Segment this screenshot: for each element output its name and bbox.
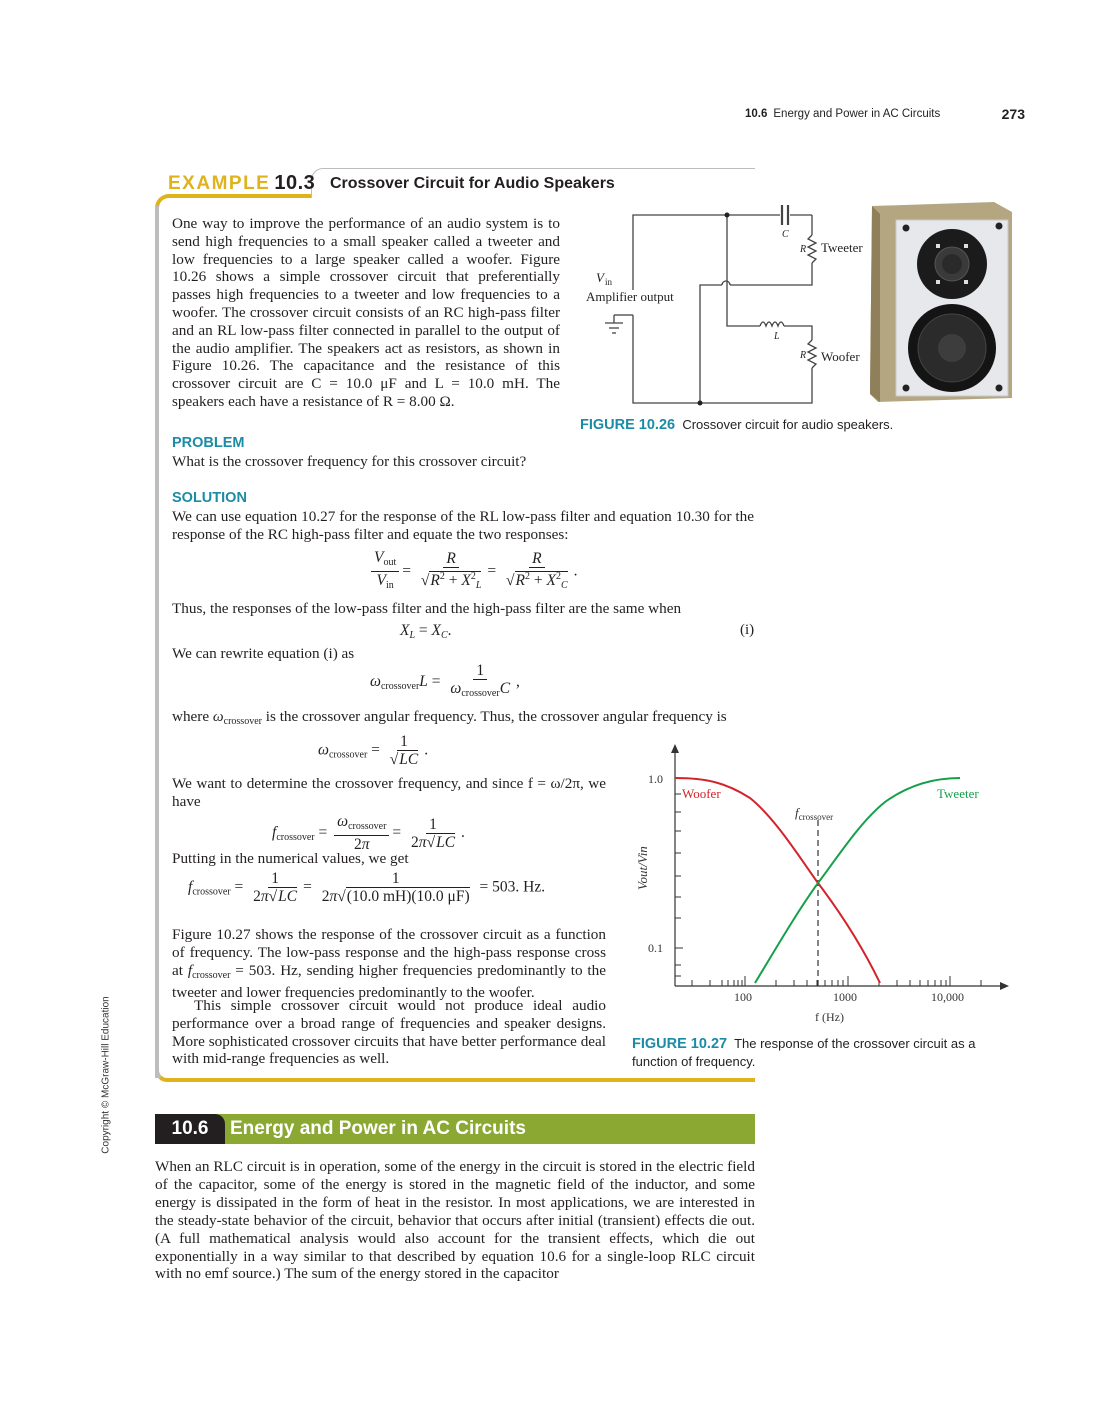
thus-text: Thus, the responses of the low-pass filter and the high-pass filter are the same when xyxy=(172,600,682,617)
junction-dot-bottom xyxy=(698,401,703,406)
putting-text: Putting in the numerical values, we get xyxy=(172,850,409,867)
y-axis-arrow-icon xyxy=(671,744,679,753)
vin-label: V xyxy=(596,270,604,285)
x-tick-100: 100 xyxy=(734,990,752,1004)
speaker-illustration xyxy=(866,198,1016,408)
example-intro-paragraph: One way to improve the performance of an audio system is to send high frequencies to a small speaker called a tweeter and low frequencies to a large speaker called a woofer. Figure 10.26 shows a simple crossover circuit that preferentially passes high frequencies to a tweeter and low frequencies to a woofer. The crossover circuit consists of an RC high-pass filter and an RL low-pass filter connected in parallel to the output of the audio amplifier. The speakers act as resistors, as shown in Figure 10.26. The capacitance and the resistance of this crossover circuit are C = 10.0 μF and L = 10.0 mH. The speakers each have a resistance of R = 8.00 Ω. xyxy=(172,215,560,410)
section-body-text: When an RLC circuit is in operation, some of the energy in the circuit is stored in the electric field of the capacitor, some of the energy is stored in the magnetic field of the inductor, and some energy is dissipated in the form of heat in the resistor. In most applications, we are interested in the steady-state behavior of the circuit, behavior that occurs after initial (transient) effects die out. (A full mathematical analysis would also account for the transient effects, which die out exponentially in a way similar to that described by equation 10.6 for a single-loop RLC circuit with no emf source.) The sum of the energy stored in the capacitor xyxy=(155,1158,755,1283)
woofer-curve xyxy=(675,778,880,983)
capacitor-label: C xyxy=(782,229,789,240)
woofer-label: Woofer xyxy=(821,349,860,364)
x-tick-1000: 1000 xyxy=(833,990,857,1004)
x-axis-arrow-icon xyxy=(1000,982,1009,990)
y-tick-1: 1.0 xyxy=(648,772,663,786)
figure-10-27-label: FIGURE 10.27 xyxy=(632,1036,728,1052)
figure-discussion-a: Figure 10.27 shows the response of the crossover circuit as a function of frequency. The low-pass response and the high-pass response cross at xyxy=(172,926,606,979)
y-axis-label: Vout/Vin xyxy=(635,846,650,890)
f-crossover-annotation: $f_{crossover}$ xyxy=(795,805,834,822)
value-capacitance: 10.0 μF xyxy=(416,888,465,905)
figure-10-26-caption-text: Crossover circuit for audio speakers. xyxy=(682,417,894,432)
section-number: 10.6 xyxy=(155,1114,225,1144)
crossover-response-chart xyxy=(615,740,1015,1030)
tweeter-label: Tweeter xyxy=(821,240,863,255)
example-label-word: EXAMPLE xyxy=(168,173,271,194)
solution-heading: SOLUTION xyxy=(172,490,247,506)
where-text: where $\omega_{crossover}$ is the crossover angular frequency. Thus, the crossover angular frequency is xyxy=(172,708,727,727)
problem-heading: PROBLEM xyxy=(172,435,245,451)
equation-omega-l: $\omega_{crossover}L$ = $\frac{1}{\omega_{crossover}C}$ , xyxy=(370,662,520,699)
figure-10-26-label: FIGURE 10.26 xyxy=(580,417,676,433)
where-text-post: is the crossover angular frequency. Thus, the crossover angular frequency is xyxy=(261,708,727,725)
running-header xyxy=(745,108,1025,128)
crossover-circuit-diagram xyxy=(580,195,870,415)
junction-dot-top xyxy=(725,213,730,218)
solution-text: We can use equation 10.27 for the response of the RL low-pass filter and equation 10.30 for the response of the RC high-pass filter and equate the two responses: xyxy=(172,508,754,543)
example-bottom-border xyxy=(155,1070,755,1082)
woofer-legend: Woofer xyxy=(682,786,721,801)
closing-paragraph: This simple crossover circuit would not produce ideal audio performance over a broad range of frequencies and speaker designs. More sophisticated crossover circuits that have better performance deal with mid-range frequencies as well. xyxy=(172,997,606,1068)
problem-text: What is the crossover frequency for this crossover circuit? xyxy=(172,453,527,470)
woofer-resistor-label: R xyxy=(800,350,807,361)
figure-discussion-b: = 503. Hz, sending higher frequencies predominantly to the tweeter and lower frequencies predominantly to the woofer. xyxy=(172,961,606,1002)
value-inductance: 10.0 mH xyxy=(351,888,407,905)
figure-discussion-paragraph: Figure 10.27 shows the response of the crossover circuit as a function of frequency. The low-pass response and the high-pass response cross at $f_{crossover} = 503$. Hz, sending higher frequencies predominantly to the tweeter and lower frequencies predominantly to the woofer. xyxy=(172,926,606,1002)
tweeter-resistor-label: R xyxy=(800,244,807,255)
equation-f-crossover: $f_{crossover}$ = $\frac{\omega_{crossover}}{2\pi}$ = $\frac{1}{2\pi√LC}$ . xyxy=(272,813,465,853)
equation-response-ratio: $\frac{V_{out}}{V_{in}}$ = $\frac{R}{√R^2 + X^2_L}$ = $\frac{R}{√R^2 + X^2_C}$ . xyxy=(368,549,578,595)
figure-10-27-caption xyxy=(632,1035,1007,1070)
x-tick-10000: 10,000 xyxy=(931,990,964,1004)
running-header-section-number: 10.6 xyxy=(745,108,768,120)
equation-xl-equals-xc: $X_L = X_C$. xyxy=(400,622,452,641)
tweeter-curve xyxy=(755,778,960,983)
where-text-pre: where xyxy=(172,708,213,725)
figure-10-27-caption-text: The response of the crossover circuit as a function of frequency. xyxy=(632,1036,976,1069)
want-text: We want to determine the crossover frequency, and since f = ω/2π, we have xyxy=(172,775,606,810)
example-label xyxy=(168,172,315,195)
example-gold-swoosh xyxy=(155,194,311,208)
x-axis-label: f (Hz) xyxy=(815,1010,844,1024)
example-left-border xyxy=(155,206,159,1078)
equation-number-i: (i) xyxy=(740,622,755,638)
inductor-label: L xyxy=(774,331,780,342)
figure-10-26-caption xyxy=(580,417,893,433)
equation-numerical-result: $f_{crossover}$ = $\frac{1}{2\pi√LC}$ = $\frac{1}{2\pi√(10.0 mH)(10.0 \mu F)}$ = 503. Hz. xyxy=(188,870,546,905)
copyright-notice: Copyright © McGraw-Hill Education xyxy=(100,996,112,1154)
vin-subscript: in xyxy=(605,277,613,287)
tweeter-legend: Tweeter xyxy=(937,786,979,801)
section-title: Energy and Power in AC Circuits xyxy=(230,1118,526,1139)
example-label-number: 10.3 xyxy=(274,172,316,194)
running-header-title: Energy and Power in AC Circuits xyxy=(773,108,941,120)
rewrite-text: We can rewrite equation (i) as xyxy=(172,645,355,662)
amplifier-output-label: Amplifier output xyxy=(586,289,674,304)
equation-omega-crossover: $\omega_{crossover}$ = $\frac{1}{√LC}$ . xyxy=(318,733,429,768)
page-number: 273 xyxy=(1001,106,1025,122)
result-value: = 503. Hz. xyxy=(479,878,546,896)
y-tick-0-1: 0.1 xyxy=(648,941,663,955)
example-title: Crossover Circuit for Audio Speakers xyxy=(330,175,615,192)
